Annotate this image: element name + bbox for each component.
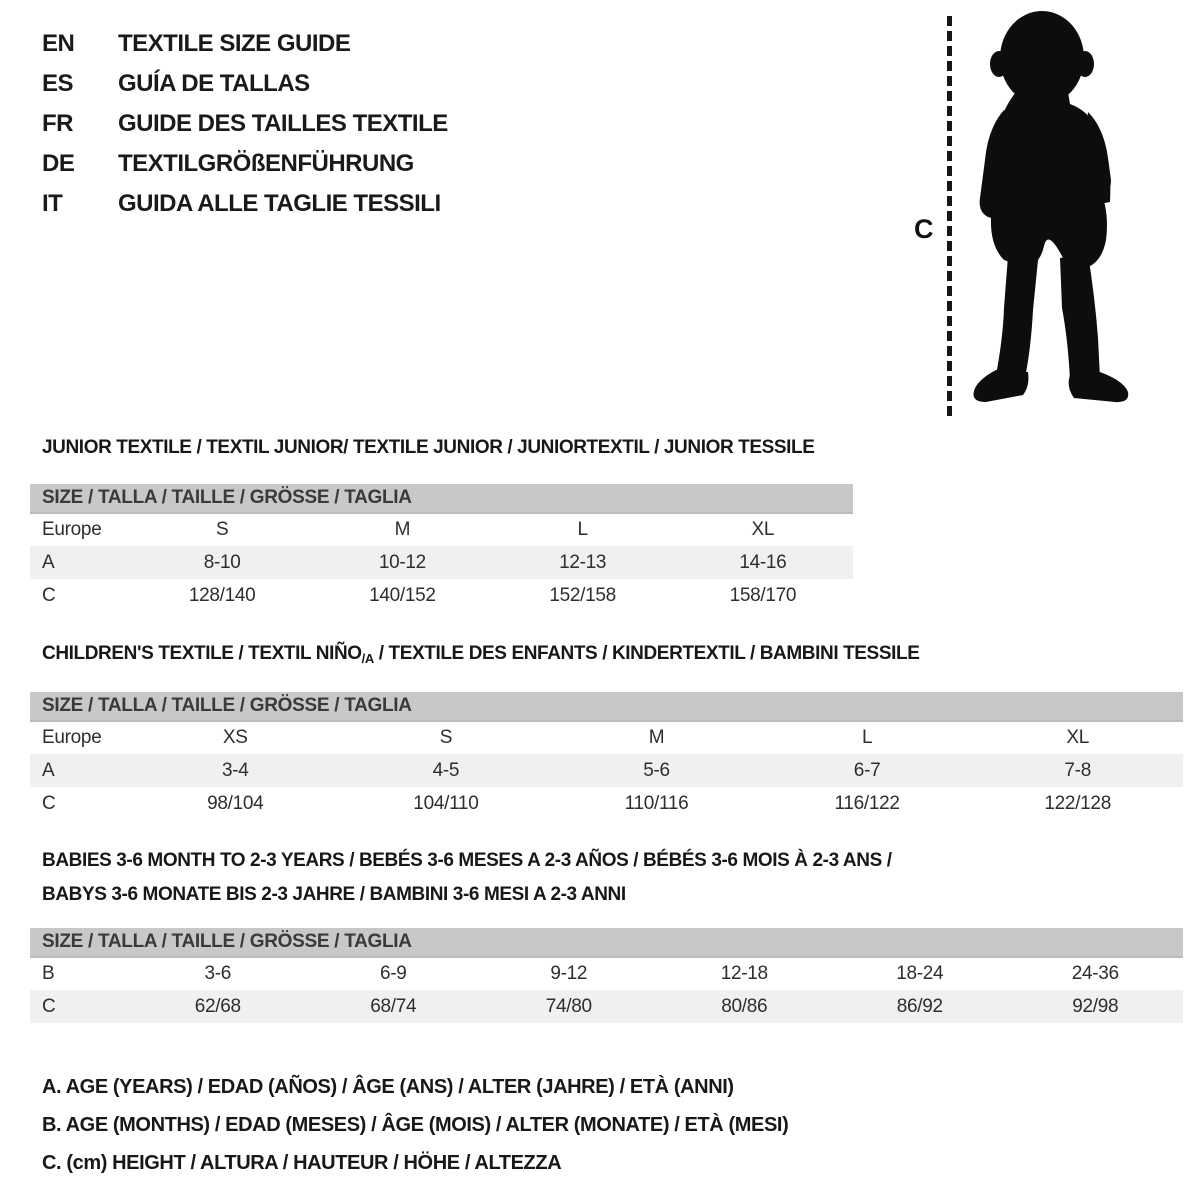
age-cell: 3-4 (130, 754, 341, 787)
height-cell: 158/170 (729, 584, 797, 606)
language-code: IT (42, 190, 63, 217)
height-cell: 152/158 (549, 584, 616, 606)
height-cell: 98/104 (207, 792, 264, 814)
table-row-europe (30, 513, 853, 546)
height-cell: 140/152 (369, 584, 436, 606)
language-code: EN (42, 30, 75, 57)
height-cell: 68/74 (306, 990, 482, 1023)
table-row-height (30, 990, 1183, 1023)
table-row-europe (30, 721, 1183, 754)
table-size-header: SIZE / TALLA / TAILLE / GRÖSSE / TAGLIA (30, 928, 1183, 957)
section-heading-children (42, 643, 919, 666)
height-cell: 110/116 (624, 792, 689, 814)
guide-title: GUÍA DE TALLAS (118, 70, 310, 97)
age-cell: 7-8 (972, 754, 1183, 787)
row-label: Europe (42, 727, 102, 748)
size-cell: XS (222, 727, 248, 748)
age-cell: 4-5 (341, 754, 552, 787)
language-code: ES (42, 70, 74, 97)
section-heading-junior: JUNIOR TEXTILE / TEXTIL JUNIOR/ TEXTILE JUNIOR / JUNIORTEXTIL / JUNIOR TESSILE (42, 437, 815, 458)
months-cell: 12-18 (720, 963, 768, 984)
guide-title: TEXTILE SIZE GUIDE (118, 30, 351, 57)
age-cell: 5-6 (551, 754, 762, 787)
table-row-age (30, 546, 853, 579)
size-cell: S (215, 519, 229, 540)
language-code: DE (42, 150, 75, 177)
height-cell: 104/110 (413, 792, 479, 814)
legend-block (42, 1076, 788, 1175)
height-measure-label: C (914, 214, 934, 244)
size-table-junior (30, 484, 853, 612)
height-cell: 122/128 (1044, 792, 1111, 814)
row-label: C (30, 990, 130, 1023)
language-row (42, 30, 448, 58)
table-row-age (30, 754, 1183, 787)
size-cell: L (577, 519, 588, 540)
guide-title: TEXTILGRÖßENFÜHRUNG (118, 150, 414, 177)
section-heading-babies-line2: BABYS 3-6 MONATE BIS 2-3 JAHRE / BAMBINI 3-6 MESI A 2-3 ANNI (42, 884, 626, 905)
guide-title: GUIDA ALLE TAGLIE TESSILI (118, 190, 441, 217)
language-row (42, 110, 448, 138)
language-row (42, 150, 448, 178)
table-row-height (30, 787, 1183, 820)
height-cell: 86/92 (832, 990, 1008, 1023)
months-cell: 6-9 (379, 963, 407, 984)
size-cell: XL (1066, 727, 1089, 748)
size-cell: S (439, 727, 453, 748)
age-cell: 6-7 (762, 754, 973, 787)
months-cell: 24-36 (1071, 963, 1119, 984)
legend-line-c: C. (cm) HEIGHT / ALTURA / HAUTEUR / HÖHE / ALTEZZA (42, 1152, 562, 1174)
row-label: C (42, 792, 56, 814)
height-cell: 62/68 (130, 990, 306, 1023)
age-cell: 14-16 (673, 546, 853, 579)
heading-text: / TEXTILE DES ENFANTS / KINDERTEXTIL / BAMBINI TESSILE (373, 643, 920, 664)
language-title-block (42, 30, 448, 218)
toddler-silhouette (958, 6, 1142, 420)
language-code: FR (42, 110, 73, 137)
size-table-babies (30, 928, 1183, 1023)
row-label: Europe (42, 519, 102, 540)
height-cell: 116/122 (834, 792, 900, 814)
months-cell: 9-12 (550, 963, 588, 984)
row-label: C (42, 584, 56, 606)
heading-text: CHILDREN'S TEXTILE / TEXTIL NIÑO (42, 643, 362, 664)
table-size-header: SIZE / TALLA / TAILLE / GRÖSSE / TAGLIA (30, 692, 1183, 721)
size-cell: M (648, 727, 665, 748)
guide-title: GUIDE DES TAILLES TEXTILE (118, 110, 448, 137)
language-row (42, 70, 448, 98)
section-heading-babies-line1: BABIES 3-6 MONTH TO 2-3 YEARS / BEBÉS 3-6 MESES A 2-3 AÑOS / BÉBÉS 3-6 MOIS À 2-3 ANS / (42, 850, 892, 871)
row-label: A (30, 754, 130, 787)
heading-subscript: /A (361, 651, 374, 666)
height-cell: 92/98 (1008, 990, 1184, 1023)
legend-line-a: A. AGE (YEARS) / EDAD (AÑOS) / ÂGE (ANS) / ALTER (JAHRE) / ETÀ (ANNI) (42, 1076, 734, 1098)
age-cell: 10-12 (312, 546, 492, 579)
height-cell: 128/140 (188, 584, 256, 606)
size-cell: L (861, 727, 873, 748)
size-cell: M (394, 519, 411, 540)
size-cell: XL (751, 519, 775, 540)
months-cell: 3-6 (204, 963, 232, 984)
table-size-header: SIZE / TALLA / TAILLE / GRÖSSE / TAGLIA (30, 484, 853, 513)
language-row (42, 190, 448, 218)
months-cell: 18-24 (896, 963, 944, 984)
table-row-height (30, 579, 853, 612)
height-cell: 80/86 (657, 990, 833, 1023)
legend-line-b: B. AGE (MONTHS) / EDAD (MESES) / ÂGE (MOIS) / ALTER (MONATE) / ETÀ (MESI) (42, 1114, 789, 1136)
size-table-children (30, 692, 1183, 820)
age-cell: 8-10 (132, 546, 312, 579)
table-row-months (30, 957, 1183, 990)
age-cell: 12-13 (493, 546, 673, 579)
height-cell: 74/80 (481, 990, 657, 1023)
height-measure-dashed-line (947, 16, 952, 416)
row-label: B (42, 963, 55, 984)
row-label: A (30, 546, 132, 579)
